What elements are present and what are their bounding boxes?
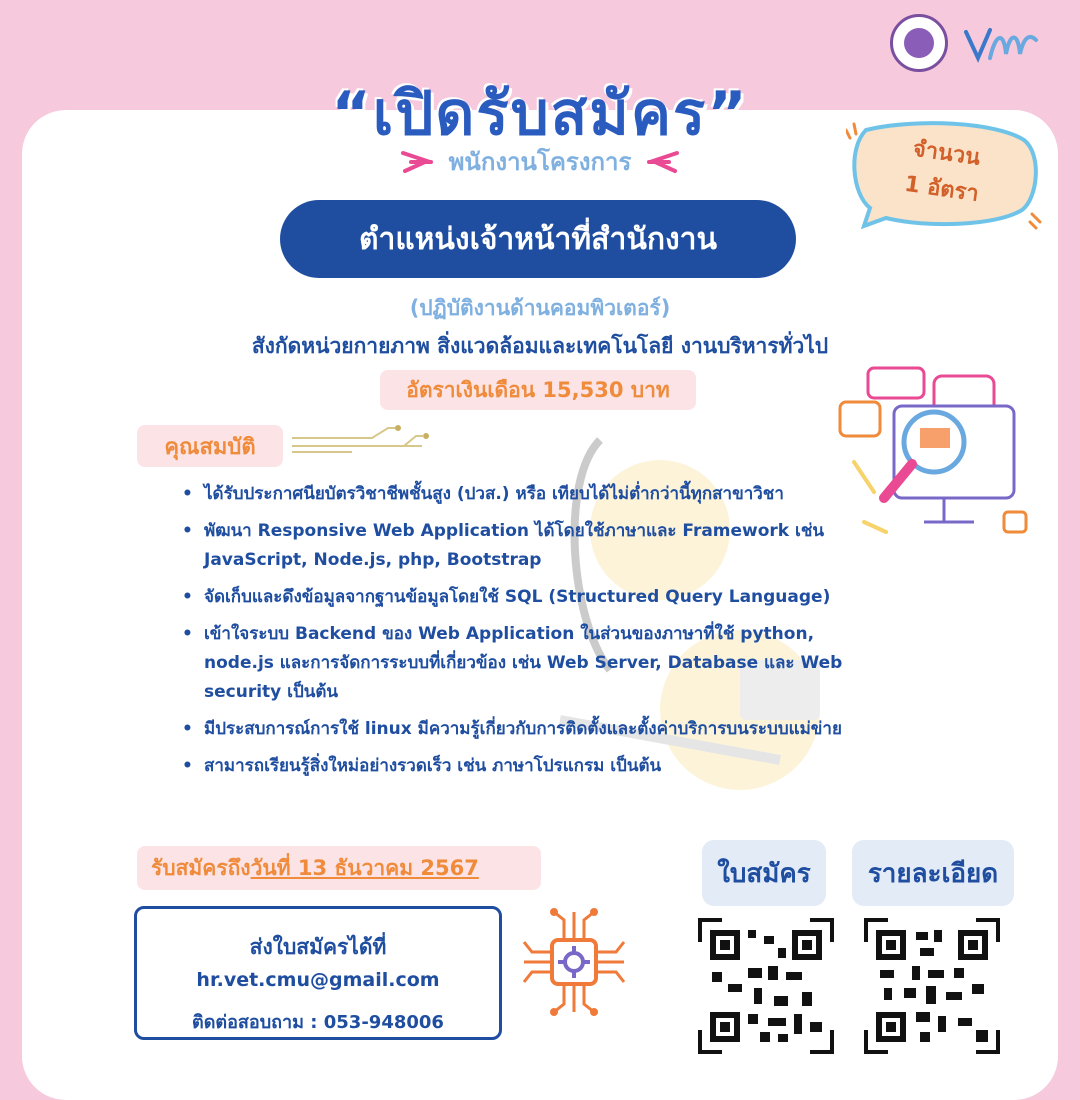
qualification-item: • สามารถเรียนรู้สิ่งใหม่อย่างรวดเร็ว เช่น ภาษาโปรแกรม เป็นต้น (182, 752, 872, 781)
qualification-item: • มีประสบการณ์การใช้ linux มีความรู้เกี่ยวกับการติดตั้งและตั้งค่าบริการบนระบบแม่ข่าย (182, 715, 872, 744)
vm-logo (960, 18, 1040, 68)
qualification-item: • เข้าใจระบบ Backend ของ Web Application ในส่วนของภาษาที่ใช้ python, node.js และการจัดการระบบที่เกี่ยวข้อง เช่น Web Server, Database และ Web security เป็นต้น (182, 620, 872, 707)
qualifications-heading: คุณสมบัติ (137, 425, 283, 467)
details-qr-code[interactable] (864, 918, 1000, 1054)
circuit-lines-icon (292, 424, 440, 456)
department: สังกัดหน่วยกายภาพ สิ่งแวดล้อมและเทคโนโลยี งานบริหารทั่วไป (251, 334, 829, 358)
contact-email[interactable]: hr.vet.cmu@gmail.com (196, 969, 440, 991)
contact-title: ส่งใบสมัครได้ที่ (249, 935, 387, 959)
application-deadline (137, 846, 541, 890)
qr-code-icon (698, 918, 834, 1054)
qualifications-list (182, 480, 872, 789)
deadline-date: วันที่ 13 ธันวาคม 2567 (250, 855, 479, 880)
qualification-item: • จัดเก็บและดึงข้อมูลจากฐานข้อมูลโดยใช้ SQL (Structured Query Language) (182, 583, 872, 612)
header-logos (890, 14, 1040, 72)
subtitle: พนักงานโครงการ (448, 148, 632, 176)
application-form-label: ใบสมัคร (702, 840, 826, 906)
contact-phone: ติดต่อสอบถาม : 053-948006 (192, 1012, 444, 1033)
job-type: (ปฏิบัติงานด้านคอมพิวเตอร์) (409, 296, 671, 320)
qualification-item: • พัฒนา Responsive Web Application ได้โดยใช้ภาษาและ Framework เช่น JavaScript, Node.js, php, Bootstrap (182, 517, 872, 575)
page-title: “เปิดรับสมัคร” (331, 79, 749, 149)
salary-badge: อัตราเงินเดือน 15,530 บาท (380, 370, 696, 410)
application-qr-code[interactable] (698, 918, 834, 1054)
details-label: รายละเอียด (852, 840, 1014, 906)
vacancy-line2: 1 อัตรา (902, 171, 981, 207)
contact-box (134, 906, 502, 1040)
sparkle-right-icon (645, 149, 679, 175)
qualification-item: • ได้รับประกาศนียบัตรวิชาชีพชั้นสูง (ปวส.) หรือ เทียบได้ไม่ต่ำกว่านี้ทุกสาขาวิชา (182, 480, 872, 509)
chip-gear-icon (518, 906, 630, 1018)
sparkle-left-icon (401, 149, 435, 175)
position-title: ตำแหน่งเจ้าหน้าที่สำนักงาน (280, 200, 796, 278)
qr-code-icon (864, 918, 1000, 1054)
vacancy-line1: จำนวน (911, 136, 982, 171)
vacancy-bubble (846, 118, 1042, 230)
deadline-prefix: รับสมัครถึง (151, 855, 251, 880)
university-seal-logo (890, 14, 948, 72)
